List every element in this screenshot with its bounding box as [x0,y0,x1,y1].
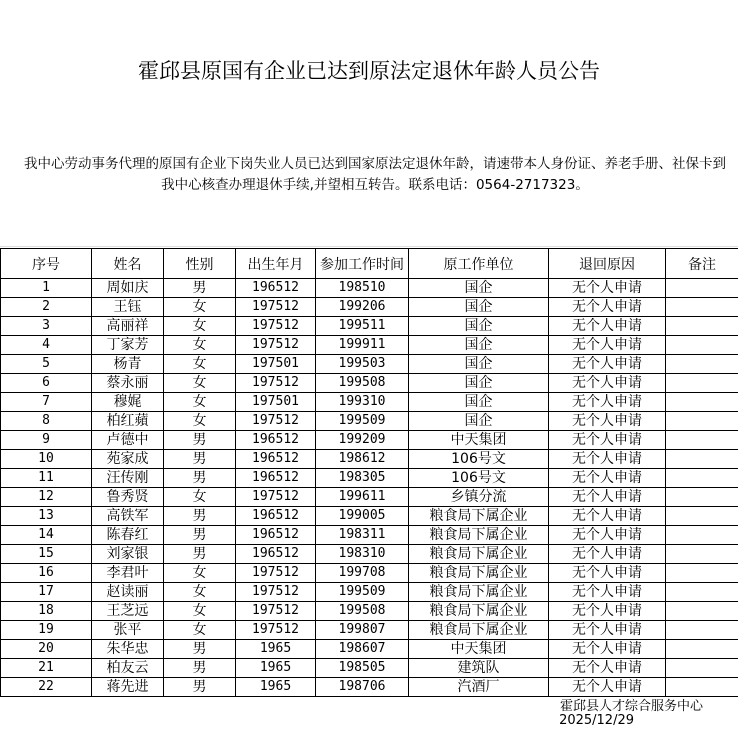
table-cell[interactable]: 198505 [316,659,409,678]
column-header[interactable]: 原工作单位 [409,249,549,279]
table-cell[interactable]: 9 [1,431,92,450]
table-cell[interactable]: 国企 [409,279,549,298]
table-cell[interactable]: 15 [1,545,92,564]
table-row [1,431,738,450]
table-cell[interactable]: 4 [1,336,92,355]
table-cell[interactable]: 杨青 [92,355,164,374]
table-cell[interactable]: 198310 [316,545,409,564]
table-cell[interactable]: 197512 [236,336,316,355]
table-cell[interactable]: 蔡永丽 [92,374,164,393]
table-cell[interactable]: 女 [164,336,236,355]
table-cell[interactable]: 男 [164,279,236,298]
table-cell[interactable]: 198305 [316,469,409,488]
table-cell[interactable]: 18 [1,602,92,621]
table-cell[interactable]: 106号文 [409,469,549,488]
table-cell[interactable]: 8 [1,412,92,431]
table-row [1,488,738,507]
table-cell[interactable]: 198510 [316,279,409,298]
page-title: 霍邱县原国有企业已达到原法定退休年龄人员公告 [138,59,600,83]
table-cell[interactable]: 无个人申请 [549,602,666,621]
table-cell[interactable]: 男 [164,526,236,545]
footer-date: 2025/12/29 [559,713,634,728]
table-cell[interactable]: 汽酒厂 [409,678,549,697]
table-cell[interactable]: 196512 [236,469,316,488]
table-cell[interactable]: 1965 [236,678,316,697]
table-cell[interactable]: 199005 [316,507,409,526]
table-cell[interactable]: 22 [1,678,92,697]
table-cell[interactable]: 198607 [316,640,409,659]
table-cell[interactable]: 无个人申请 [549,564,666,583]
table-cell[interactable]: 赵读丽 [92,583,164,602]
table-cell[interactable] [666,355,738,374]
table-cell[interactable]: 197512 [236,488,316,507]
table-cell[interactable]: 196512 [236,450,316,469]
table-cell[interactable]: 女 [164,374,236,393]
table-row [1,469,738,488]
table-cell[interactable]: 粮食局下属企业 [409,621,549,640]
table-cell[interactable]: 女 [164,317,236,336]
table-cell[interactable]: 国企 [409,317,549,336]
table-cell[interactable] [666,659,738,678]
table-cell[interactable]: 197512 [236,564,316,583]
table-cell[interactable]: 199509 [316,412,409,431]
column-header[interactable]: 备注 [666,249,738,279]
table-cell[interactable]: 199206 [316,298,409,317]
table-cell[interactable]: 199911 [316,336,409,355]
table-cell[interactable]: 国企 [409,336,549,355]
table-cell[interactable]: 199509 [316,583,409,602]
table-row [1,298,738,317]
table-cell[interactable]: 无个人申请 [549,317,666,336]
table-cell[interactable]: 张平 [92,621,164,640]
table-cell[interactable]: 粮食局下属企业 [409,507,549,526]
table-cell[interactable]: 男 [164,431,236,450]
table-cell[interactable]: 女 [164,298,236,317]
table-cell[interactable]: 198706 [316,678,409,697]
table-cell[interactable]: 7 [1,393,92,412]
table-cell[interactable]: 男 [164,469,236,488]
table-cell[interactable]: 10 [1,450,92,469]
table-cell[interactable]: 无个人申请 [549,469,666,488]
column-header[interactable]: 姓名 [92,249,164,279]
table-cell[interactable]: 无个人申请 [549,678,666,697]
table-cell[interactable]: 粮食局下属企业 [409,564,549,583]
table-cell[interactable]: 建筑队 [409,659,549,678]
table-cell[interactable]: 106号文 [409,450,549,469]
table-cell[interactable] [666,621,738,640]
table-cell[interactable]: 女 [164,412,236,431]
table-cell[interactable]: 粮食局下属企业 [409,602,549,621]
table-cell[interactable]: 柏友云 [92,659,164,678]
table-cell[interactable]: 高铁军 [92,507,164,526]
table-cell[interactable]: 196512 [236,507,316,526]
table-cell[interactable]: 19 [1,621,92,640]
table-cell[interactable]: 无个人申请 [549,279,666,298]
table-cell[interactable]: 197501 [236,393,316,412]
table-cell[interactable]: 197512 [236,602,316,621]
table-cell[interactable]: 国企 [409,412,549,431]
table-cell[interactable] [666,678,738,697]
table-cell[interactable]: 无个人申请 [549,412,666,431]
table-cell[interactable]: 无个人申请 [549,431,666,450]
retirees-table [0,248,738,697]
table-cell[interactable]: 女 [164,393,236,412]
table-cell[interactable]: 198311 [316,526,409,545]
table-cell[interactable] [666,393,738,412]
table-cell[interactable]: 卢德中 [92,431,164,450]
table-cell[interactable]: 无个人申请 [549,336,666,355]
table-row [1,564,738,583]
table-cell[interactable] [666,488,738,507]
table-cell[interactable]: 199611 [316,488,409,507]
table-cell[interactable]: 朱华忠 [92,640,164,659]
table-cell[interactable] [666,336,738,355]
table-row [1,393,738,412]
table-cell[interactable]: 无个人申请 [549,507,666,526]
column-header[interactable]: 性别 [164,249,236,279]
table-row [1,336,738,355]
table-cell[interactable]: 199503 [316,355,409,374]
table-cell[interactable]: 国企 [409,298,549,317]
table-cell[interactable]: 周如庆 [92,279,164,298]
table-cell[interactable]: 女 [164,564,236,583]
table-cell[interactable]: 女 [164,488,236,507]
table-cell[interactable]: 199508 [316,602,409,621]
table-cell[interactable]: 无个人申请 [549,488,666,507]
table-cell[interactable]: 196512 [236,431,316,450]
table-cell[interactable]: 陈春红 [92,526,164,545]
table-cell[interactable]: 199310 [316,393,409,412]
table-cell[interactable]: 男 [164,450,236,469]
table-row [1,279,738,298]
table-cell[interactable]: 女 [164,583,236,602]
table-cell[interactable]: 13 [1,507,92,526]
column-header[interactable]: 参加工作时间 [316,249,409,279]
table-cell[interactable]: 无个人申请 [549,450,666,469]
table-row [1,317,738,336]
table-cell[interactable]: 中天集团 [409,431,549,450]
table-cell[interactable] [666,412,738,431]
table-cell[interactable]: 16 [1,564,92,583]
table-row [1,640,738,659]
table-cell[interactable] [666,279,738,298]
table-cell[interactable]: 20 [1,640,92,659]
table-cell[interactable]: 199511 [316,317,409,336]
table-cell[interactable]: 197512 [236,583,316,602]
table-cell[interactable] [666,374,738,393]
table-cell[interactable]: 粮食局下属企业 [409,545,549,564]
table-row [1,621,738,640]
table-cell[interactable]: 199508 [316,374,409,393]
table-row [1,659,738,678]
table-cell[interactable]: 蒋先进 [92,678,164,697]
table-cell[interactable]: 197512 [236,412,316,431]
table-cell[interactable]: 丁家芳 [92,336,164,355]
table-cell[interactable]: 刘家银 [92,545,164,564]
table-cell[interactable]: 无个人申请 [549,298,666,317]
table-cell[interactable]: 无个人申请 [549,545,666,564]
table-cell[interactable]: 1965 [236,659,316,678]
table-row [1,678,738,697]
table-cell[interactable]: 无个人申请 [549,526,666,545]
table-row [1,526,738,545]
table-cell[interactable]: 乡镇分流 [409,488,549,507]
table-cell[interactable]: 国企 [409,393,549,412]
table-cell[interactable]: 197512 [236,621,316,640]
table-row [1,374,738,393]
notice-text: 我中心劳动事务代理的原国有企业下岗失业人员已达到国家原法定退休年龄，请速带本人身份证、养老手册、社保卡到我中心核查办理退休手续,并望相互转告。联系电话：0564-2717323。 [24,156,726,193]
table-cell[interactable]: 14 [1,526,92,545]
table-cell[interactable]: 国企 [409,374,549,393]
table-cell[interactable]: 汪传刚 [92,469,164,488]
table-cell[interactable]: 女 [164,602,236,621]
table-cell[interactable] [666,507,738,526]
table-cell[interactable]: 柏红蘋 [92,412,164,431]
table-row [1,507,738,526]
table-cell[interactable]: 粮食局下属企业 [409,526,549,545]
column-header[interactable]: 退回原因 [549,249,666,279]
table-cell[interactable]: 1 [1,279,92,298]
table-cell[interactable]: 196512 [236,545,316,564]
table-cell[interactable]: 197512 [236,374,316,393]
column-header[interactable]: 出生年月 [236,249,316,279]
table-cell[interactable]: 196512 [236,526,316,545]
table-cell[interactable]: 王芝远 [92,602,164,621]
table-cell[interactable]: 李君叶 [92,564,164,583]
table-cell[interactable]: 无个人申请 [549,621,666,640]
table-cell[interactable]: 3 [1,317,92,336]
table-row [1,450,738,469]
table-cell[interactable]: 无个人申请 [549,659,666,678]
table-cell[interactable]: 196512 [236,279,316,298]
table-row [1,602,738,621]
table-cell[interactable]: 197512 [236,317,316,336]
table-cell[interactable]: 12 [1,488,92,507]
table-cell[interactable] [666,469,738,488]
table-cell[interactable]: 11 [1,469,92,488]
table-cell[interactable] [666,317,738,336]
table-cell[interactable]: 男 [164,659,236,678]
table-cell[interactable] [666,583,738,602]
table-cell[interactable] [666,298,738,317]
table-cell[interactable]: 无个人申请 [549,640,666,659]
table-cell[interactable]: 鲁秀贤 [92,488,164,507]
table-cell[interactable]: 国企 [409,355,549,374]
table-cell[interactable]: 无个人申请 [549,393,666,412]
table-cell[interactable]: 中天集团 [409,640,549,659]
table-row [1,583,738,602]
table-header [1,249,738,279]
table-cell[interactable] [666,564,738,583]
table-cell[interactable]: 王钰 [92,298,164,317]
table-cell[interactable]: 199807 [316,621,409,640]
table-cell[interactable] [666,450,738,469]
table-cell[interactable]: 女 [164,621,236,640]
table-cell[interactable]: 苑家成 [92,450,164,469]
table-cell[interactable]: 199209 [316,431,409,450]
table-cell[interactable]: 199708 [316,564,409,583]
table-cell[interactable]: 197501 [236,355,316,374]
table-cell[interactable] [666,431,738,450]
table-row [1,412,738,431]
table-cell[interactable]: 1965 [236,640,316,659]
footer-org: 霍邱县人才综合服务中心 [559,699,703,714]
table-cell[interactable]: 无个人申请 [549,374,666,393]
table-cell[interactable]: 高丽祥 [92,317,164,336]
table-cell[interactable] [666,640,738,659]
gridline [0,246,738,247]
table-cell[interactable]: 197512 [236,298,316,317]
table-cell[interactable]: 无个人申请 [549,355,666,374]
table-cell[interactable] [666,526,738,545]
table-cell[interactable]: 男 [164,545,236,564]
table-cell[interactable]: 5 [1,355,92,374]
table-cell[interactable]: 6 [1,374,92,393]
table-cell[interactable]: 21 [1,659,92,678]
table-cell[interactable]: 198612 [316,450,409,469]
table-cell[interactable]: 2 [1,298,92,317]
table-cell[interactable]: 粮食局下属企业 [409,583,549,602]
table-cell[interactable]: 无个人申请 [549,583,666,602]
column-header[interactable]: 序号 [1,249,92,279]
table-cell[interactable]: 男 [164,640,236,659]
table-cell[interactable]: 女 [164,355,236,374]
table-cell[interactable] [666,602,738,621]
table-row [1,545,738,564]
table-cell[interactable]: 男 [164,678,236,697]
table-row [1,355,738,374]
table-cell[interactable]: 17 [1,583,92,602]
table-cell[interactable] [666,545,738,564]
table-cell[interactable]: 男 [164,507,236,526]
table-cell[interactable]: 穆娓 [92,393,164,412]
